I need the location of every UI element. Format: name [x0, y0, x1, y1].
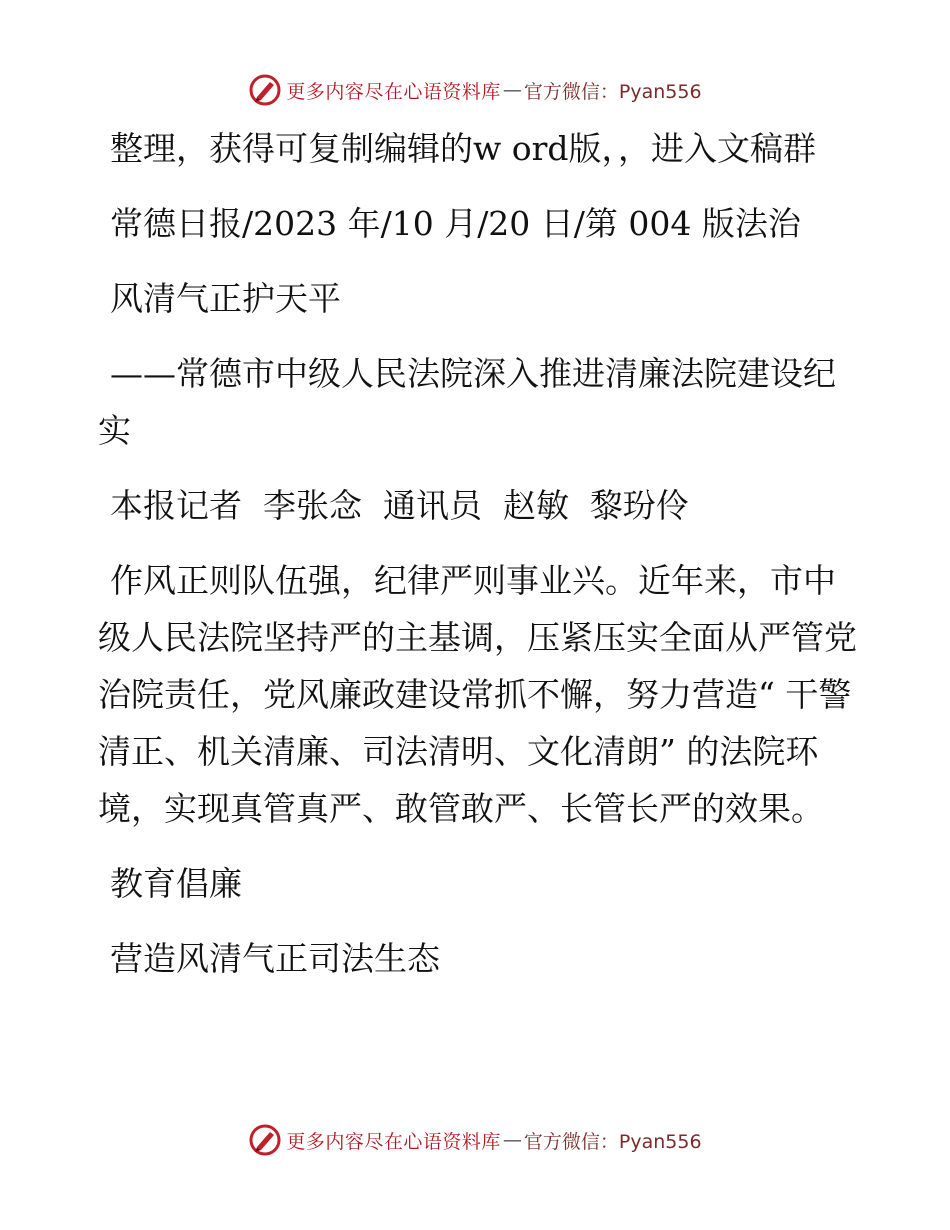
watermark-dash: —: [502, 1129, 522, 1151]
section-subheading: 营造风清气正司法生态: [110, 939, 440, 978]
article-subtitle: ——常德市中级人民法院深入推进清廉法院建设纪实: [98, 354, 836, 450]
paragraph-intro: 整理，获得可复制编辑的w ord版，，进入文稿群: [110, 129, 817, 168]
brand-logo-icon: [248, 73, 282, 107]
watermark-brand: 更多内容尽在心语资料库: [286, 80, 501, 103]
byline: 本报记者 李张念 通讯员 赵敏 黎玢伶: [110, 486, 689, 525]
watermark-contact: 官方微信：Pyan556: [523, 80, 702, 103]
watermark-dash: —: [502, 79, 522, 101]
watermark-banner-top: [0, 70, 950, 110]
article-title: 风清气正护天平: [110, 279, 341, 318]
watermark-banner-bottom: [0, 1120, 950, 1160]
document-body: [98, 120, 858, 1005]
brand-logo-icon: [248, 1123, 282, 1157]
watermark-contact: 官方微信：Pyan556: [523, 1130, 702, 1153]
paragraph-source-line: 常德日报/2023 年/10 月/20 日/第 004 版法治: [110, 204, 801, 243]
paragraph-lead: 作风正则队伍强，纪律严则事业兴。近年来，市中级人民法院坚持严的主基调，压紧压实全面从严管党治院责任，党风廉政建设常抓不懈，努力营造“ 干警清正、机关清廉、司法清明、文化清朗” 的法院环境，实现真管真严、敢管敢严、长管长严的效果。: [98, 561, 857, 828]
watermark-brand: 更多内容尽在心语资料库: [286, 1130, 501, 1153]
section-heading: 教育倡廉: [110, 864, 242, 903]
